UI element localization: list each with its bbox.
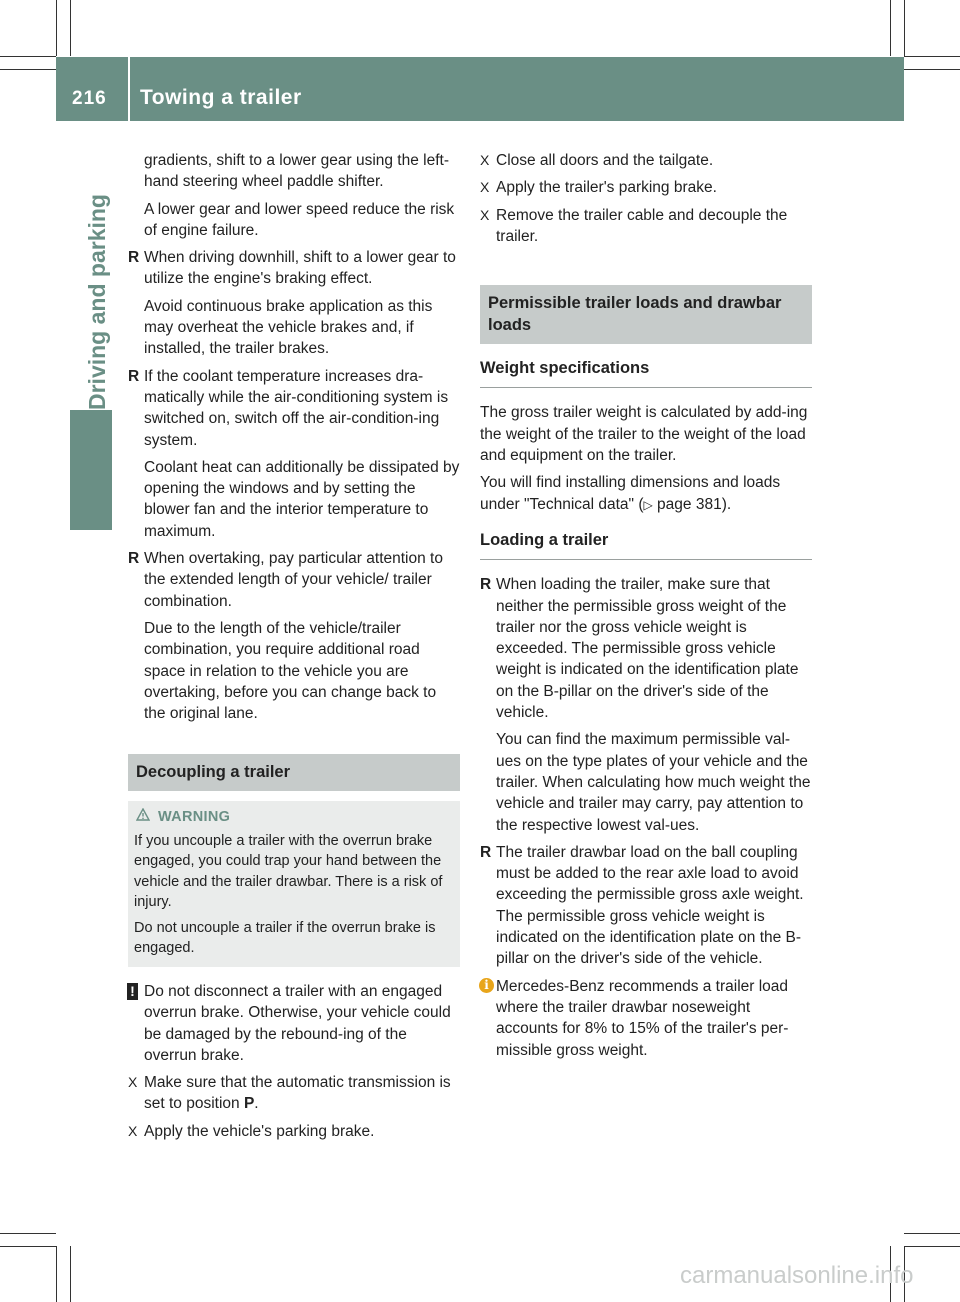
warning-box <box>128 801 460 967</box>
bullet-subtext: Due to the length of the vehicle/trailer combination, you require additional road space in relation to the vehicle you are overtaking, before you can change back to the original lane. <box>144 619 437 723</box>
bullet-text: If the coolant temperature increases dra-matically while the air-conditioning system is switched on, switch off the air-condition-ing system. <box>144 367 449 449</box>
info-icon: i <box>479 978 494 993</box>
crop-mark <box>70 1246 71 1302</box>
list-item <box>480 842 812 970</box>
list-item <box>480 574 812 836</box>
paragraph: The gross trailer weight is calculated by add-ing the weight of the trailer to the weight of the load and equipment on the trailer. <box>480 404 808 465</box>
bullet-icon: R <box>480 576 492 594</box>
gear-position: P <box>243 1095 255 1113</box>
bullet-text: When driving downhill, shift to a lower gear to utilize the engine's braking effect. <box>144 249 456 288</box>
step-text: Make sure that the automatic transmission is set to position <box>144 1074 451 1113</box>
page-number: 216 <box>72 88 107 109</box>
exclamation-icon: ! <box>127 983 138 1000</box>
note-text: Do not disconnect a trailer with an engaged overrun brake. Otherwise, your vehicle could be damaged by the rebound-ing of the overrun brake. <box>144 982 451 1064</box>
step-arrow-icon: X <box>480 152 490 168</box>
list-item <box>128 247 460 359</box>
paragraph: A lower gear and lower speed reduce the risk of engine failure. <box>144 200 455 239</box>
step-text: Remove the trailer cable and decouple the trailer. <box>496 206 788 245</box>
bullet-text: The trailer drawbar load on the ball coupling must be added to the rear axle load to avoid exceeding the permissible gross axle weight. The permissible gross vehicle weight is indicated on the identification plate on the B-pillar on the driver's side of the vehicle. <box>496 843 804 968</box>
paragraph <box>480 472 812 516</box>
crop-mark <box>890 0 891 56</box>
subsection-heading: Weight specifications <box>480 358 812 388</box>
crop-mark <box>56 1246 57 1302</box>
bullet-icon: R <box>128 550 140 568</box>
crop-mark <box>904 56 960 57</box>
watermark: carmanualsonline.info <box>680 1262 914 1289</box>
page-title: Towing a trailer <box>140 86 302 109</box>
crop-mark <box>904 1233 960 1234</box>
step-text: Apply the vehicle's parking brake. <box>144 1122 375 1140</box>
crop-mark <box>0 56 56 57</box>
crop-mark <box>0 1233 56 1234</box>
crop-mark <box>70 0 71 56</box>
bullet-icon: R <box>480 843 492 861</box>
chapter-title: Driving and parking <box>84 194 110 410</box>
bullet-icon: R <box>128 249 140 267</box>
crop-mark <box>0 1246 56 1247</box>
bullet-text: When loading the trailer, make sure that neither the permissible gross weight of the trailer nor the gross vehicle weight is exceeded. The permissible gross vehicle weight is indicated on the identification plate on the B-pillar on the driver's side of the vehicle. <box>496 576 799 722</box>
step-arrow-icon: X <box>128 1074 138 1091</box>
left-column <box>128 150 460 1148</box>
side-tab <box>70 410 112 530</box>
bullet-subtext: You can find the maximum permissible val-ues on the type plates of your vehicle and the trailer. When calculating how much weight the vehicle and trailer may carry, pay attention to the respective lowest val-ues. <box>496 731 811 834</box>
warning-header <box>136 807 454 828</box>
page-reference-icon: ▷ <box>643 497 653 512</box>
bullet-text: When overtaking, pay particular attention to the extended length of your vehicle/ trailer combination. <box>144 550 443 610</box>
crop-mark <box>904 1246 960 1247</box>
warning-text: If you uncouple a trailer with the overrun brake engaged, you could trap your hand between the vehicle and the trailer drawbar. There is a risk of injury. <box>134 832 443 911</box>
list-item <box>128 548 460 724</box>
step-item <box>480 150 812 171</box>
step-arrow-icon: X <box>480 179 490 196</box>
note <box>128 981 460 1066</box>
step-item <box>480 177 812 198</box>
bullet-subtext: Coolant heat can additionally be dissipated by opening the windows and by setting the blower fan and the interior temperature to maximum. <box>144 458 460 540</box>
crop-mark <box>56 0 57 56</box>
info-note <box>480 976 812 1061</box>
section-heading: Decoupling a trailer <box>128 754 460 791</box>
paragraph-text: You will find installing dimensions and loads under "Technical data" ( <box>480 474 781 513</box>
warning-label: WARNING <box>158 809 231 826</box>
header-divider <box>128 57 130 121</box>
step-item <box>128 1121 460 1142</box>
page-reference[interactable]: page 381). <box>652 495 732 513</box>
crop-mark <box>0 69 56 70</box>
section-heading: Permissible trailer loads and drawbar loads <box>480 285 812 344</box>
continued-paragraph: gradients, shift to a lower gear using the left-hand steering wheel paddle shifter. <box>144 152 449 191</box>
step-arrow-icon: X <box>480 206 490 223</box>
warning-triangle-icon <box>136 807 150 828</box>
crop-mark <box>904 69 960 70</box>
step-arrow-icon: X <box>128 1122 138 1139</box>
step-text-end: . <box>254 1095 259 1113</box>
step-item <box>480 205 812 248</box>
step-text: Apply the trailer's parking brake. <box>496 179 717 197</box>
right-column <box>480 150 812 1067</box>
subsection-heading: Loading a trailer <box>480 530 812 560</box>
warning-text: Do not uncouple a trailer if the overrun brake is engaged. <box>134 919 436 957</box>
info-text: Mercedes-Benz recommends a trailer load where the trailer drawbar noseweight accounts for 8% to 15% of the trailer's per-missible gross weight. <box>496 977 789 1059</box>
list-item <box>128 366 460 542</box>
bullet-subtext: Avoid continuous brake application as this may overheat the vehicle brakes and, if installed, the trailer brakes. <box>144 297 433 358</box>
step-item <box>128 1072 460 1115</box>
step-text: Close all doors and the tailgate. <box>496 152 714 169</box>
crop-mark <box>904 0 905 56</box>
bullet-icon: R <box>128 367 140 385</box>
